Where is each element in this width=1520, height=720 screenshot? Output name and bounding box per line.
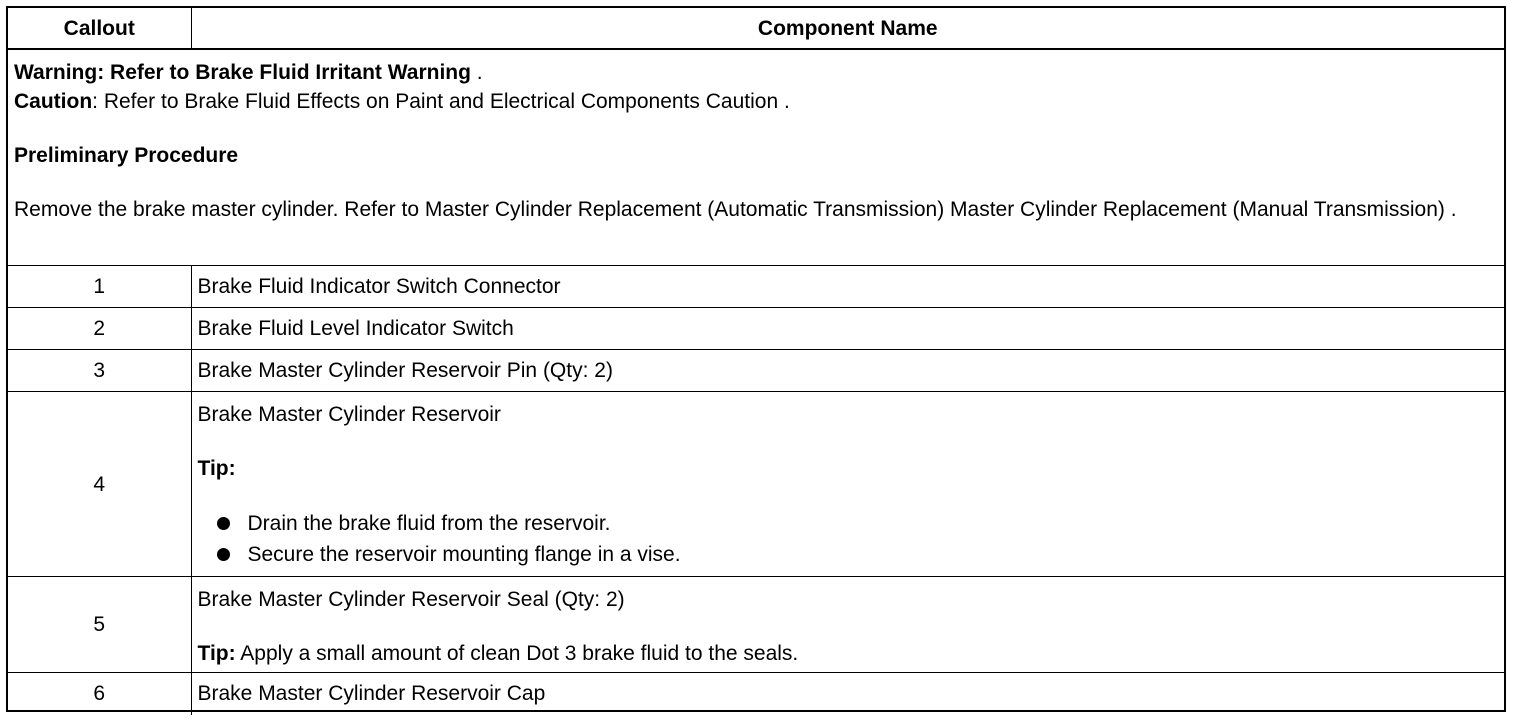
component-table — [8, 8, 1504, 715]
component-name-column-header: Component Name — [191, 8, 1504, 49]
caution-text: : Refer to Brake Fluid Effects on Paint and Electrical Components Caution . — [92, 90, 790, 113]
table-row — [8, 266, 1504, 308]
caution-line — [14, 87, 1498, 116]
warning-line — [14, 58, 1498, 87]
preliminary-procedure-heading: Preliminary Procedure — [14, 144, 239, 167]
callout-column-header: Callout — [8, 8, 191, 49]
notes-cell — [8, 49, 1504, 266]
component-name: Brake Master Cylinder Reservoir Pin (Qty: 2) — [191, 350, 1504, 392]
preliminary-procedure-text: Remove the brake master cylinder. Refer to Master Cylinder Replacement (Automatic Transmission) Master Cylinder Replacement (Manual Transmission) . — [14, 198, 1457, 221]
tip-text: Drain the brake fluid from the reservoir. — [247, 512, 611, 535]
warning-label: Warning: Refer to Brake Fluid Irritant Warning — [14, 61, 471, 84]
table-row — [8, 308, 1504, 350]
component-name: Brake Fluid Level Indicator Switch — [191, 308, 1504, 350]
tip-list — [198, 508, 1499, 570]
bullet-icon — [217, 517, 230, 530]
table-row — [8, 577, 1504, 673]
table-row — [8, 392, 1504, 577]
notes-spacer — [14, 116, 1498, 141]
table-header-row — [8, 8, 1504, 49]
callout-number: 5 — [8, 577, 191, 673]
callout-number: 3 — [8, 350, 191, 392]
component-table-frame — [6, 6, 1506, 712]
callout-number: 6 — [8, 673, 191, 715]
callout-number: 4 — [8, 392, 191, 577]
notes-spacer — [14, 170, 1498, 195]
tip-label: Tip: — [197, 642, 236, 665]
component-name: Brake Master Cylinder Reservoir — [197, 403, 501, 426]
bullet-icon — [217, 548, 230, 561]
tip-label: Tip: — [197, 457, 236, 480]
tip-line — [198, 639, 1499, 668]
callout-number: 2 — [8, 308, 191, 350]
component-name-with-tips — [191, 392, 1504, 577]
notes-row — [8, 49, 1504, 266]
tip-text: Secure the reservoir mounting flange in a vise. — [247, 543, 681, 566]
list-item — [214, 508, 1499, 539]
component-name: Brake Fluid Indicator Switch Connector — [191, 266, 1504, 308]
caution-label: Caution — [14, 90, 93, 113]
component-name: Brake Master Cylinder Reservoir Cap — [191, 673, 1504, 715]
table-row — [8, 673, 1504, 715]
list-item — [214, 539, 1499, 570]
component-name: Brake Master Cylinder Reservoir Seal (Qty: 2) — [197, 588, 625, 611]
warning-tail: . — [470, 61, 483, 84]
table-row — [8, 350, 1504, 392]
tip-text: Apply a small amount of clean Dot 3 brake fluid to the seals. — [235, 642, 799, 665]
callout-number: 1 — [8, 266, 191, 308]
component-name-with-tip — [191, 577, 1504, 673]
